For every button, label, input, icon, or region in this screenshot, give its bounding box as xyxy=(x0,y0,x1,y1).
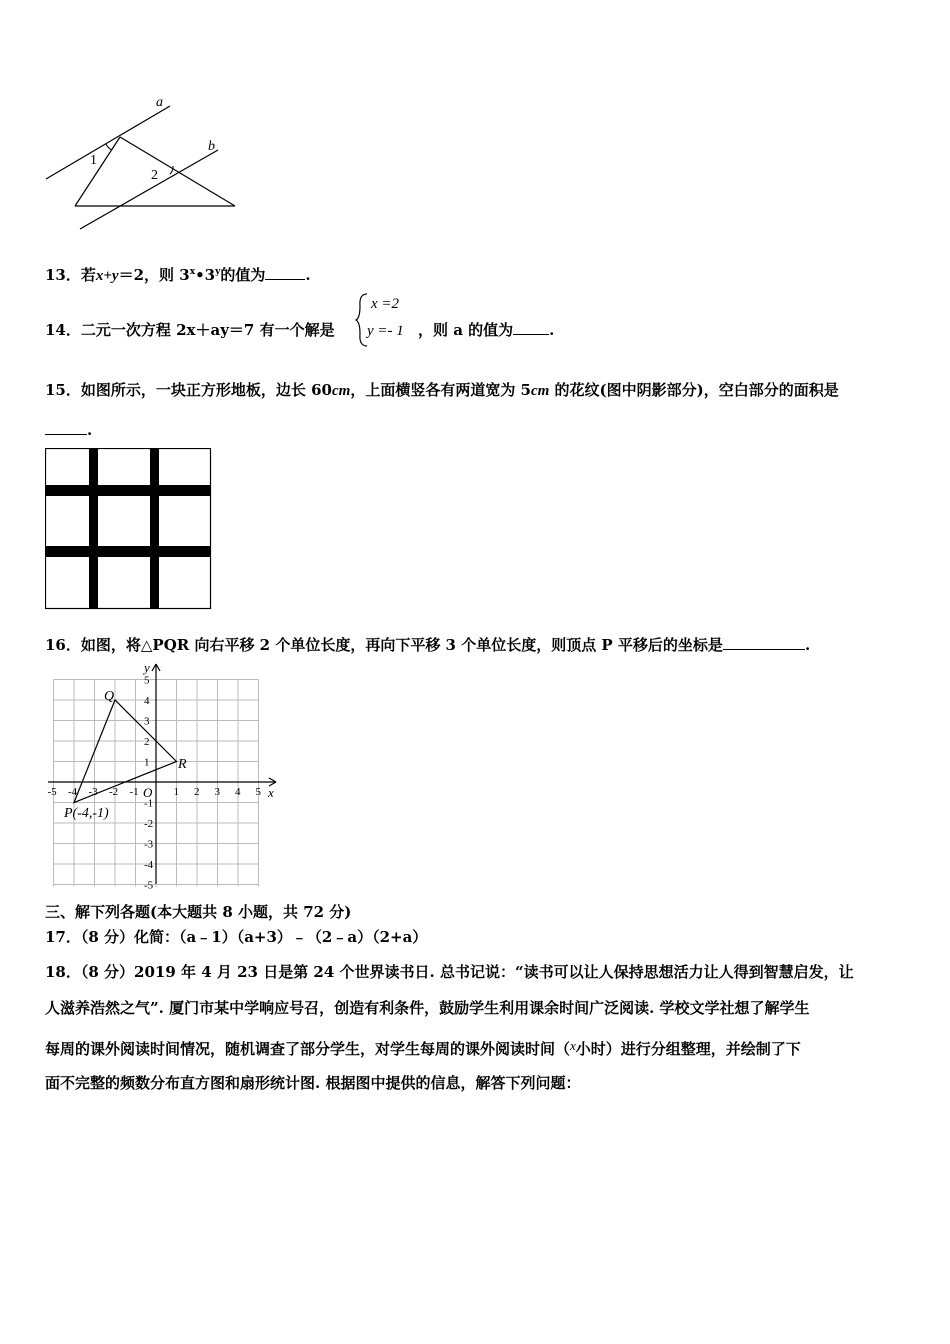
y-tick-label: 4 xyxy=(144,695,150,707)
y-tick-label: -4 xyxy=(144,859,154,871)
q16-answer-blank[interactable] xyxy=(723,635,805,650)
y-tick-label: -3 xyxy=(144,838,154,851)
q18-x-var: x xyxy=(570,1038,576,1053)
q15-text-c: 的花纹(图中阴影部分)，空白部分的面积是 xyxy=(549,381,839,399)
x-tick-label: -1 xyxy=(129,786,139,798)
q13-dot: •3 xyxy=(195,266,216,284)
x-tick-label: 4 xyxy=(235,786,241,798)
x-tick-label: -2 xyxy=(109,786,119,798)
question-14-suffix xyxy=(418,320,554,340)
q13-eq: ＝2，则 3 xyxy=(118,266,190,284)
q13-number: 13．若 xyxy=(45,266,96,284)
q13-sup-y: y xyxy=(215,267,221,277)
question-18-line3 xyxy=(45,1036,801,1059)
label-a: a xyxy=(156,95,163,110)
x-tick-label: 3 xyxy=(214,786,220,798)
q14-sys-line2: y =- 1 xyxy=(367,323,404,339)
x-tick-label: -4 xyxy=(68,786,78,798)
parallel-lines-figure xyxy=(40,92,250,232)
section-3-heading: 三、解下列各题(本大题共 8 小题，共 72 分) xyxy=(45,903,352,921)
stripe-vertical-2 xyxy=(150,448,159,609)
q18-line3-b: 小时）进行分组整理，并绘制了下 xyxy=(575,1040,801,1058)
q15-text-a: 15．如图所示，一块正方形地板，边长 60 xyxy=(45,381,332,399)
q14-sys-line1: x =2 xyxy=(371,296,400,312)
label-b: b xyxy=(208,139,215,154)
q13-answer-blank[interactable] xyxy=(265,265,305,280)
q14-answer-blank[interactable] xyxy=(513,320,549,335)
y-axis-label: y xyxy=(144,660,150,675)
angle-1-arc xyxy=(106,144,112,150)
stripe-vertical-1 xyxy=(89,448,98,609)
y-tick-label: 5 xyxy=(144,674,150,687)
question-16 xyxy=(45,635,810,655)
line-b xyxy=(80,150,218,229)
y-tick-label: -2 xyxy=(144,818,154,830)
y-tick-label: 2 xyxy=(144,736,150,748)
question-18-line4: 面不完整的频数分布直方图和扇形统计图. 根据图中提供的信息，解答下列问题： xyxy=(45,1074,581,1092)
q13-sup-x: x xyxy=(189,267,196,277)
q15-unit1: cm xyxy=(331,383,351,399)
vertex-Q-label: Q xyxy=(104,689,115,704)
x-axis-label: x xyxy=(268,785,274,800)
q13-expr: x+y xyxy=(95,268,119,284)
q14-suffix: ，则 a 的值为 xyxy=(418,321,514,339)
angle-1-label: 1 xyxy=(90,153,97,168)
q15-text-b: ，上面横竖各有两道宽为 5 xyxy=(350,381,531,399)
y-tick-label: 3 xyxy=(144,715,150,728)
y-tick-label: -1 xyxy=(144,797,154,810)
y-tick-label: 1 xyxy=(144,756,150,769)
vertex-R-label: R xyxy=(178,757,187,772)
question-13 xyxy=(45,262,311,286)
vertex-P-label: P(-4,-1) xyxy=(64,806,109,821)
coordinate-grid-figure xyxy=(40,660,285,890)
stripe-horizontal-1 xyxy=(45,485,211,496)
angle-2-label: 2 xyxy=(151,168,158,183)
q14-prefix: 14．二元一次方程 2x＋ay＝7 有一个解是 xyxy=(45,321,335,339)
question-18-line1: 18．（8 分）2019 年 4 月 23 日是第 24 个世界读书日. 总书记说：“读书可以让人保持思想活力让人得到智慧启发，让 xyxy=(45,963,854,981)
q14-end: . xyxy=(549,321,555,339)
question-18-line2: 人滋养浩然之气”. 厦门市某中学响应号召，创造有利条件，鼓励学生利用课余时间广泛阅读. 学校文学社想了解学生 xyxy=(45,999,810,1017)
q18-line3-a: 每周的课外阅读时间情况，随机调查了部分学生，对学生每周的课外阅读时间（ xyxy=(45,1040,571,1058)
question-17: 17．（8 分）化简：（a﹣1）（a+3）﹣（2﹣a）（2+a） xyxy=(45,928,428,946)
q15-end: . xyxy=(87,421,93,439)
q16-text: 16．如图，将△PQR 向右平移 2 个单位长度，再向下平移 3 个单位长度，则顶点 P 平移后的坐标是 xyxy=(45,636,723,654)
square-floor-figure xyxy=(45,448,212,610)
q15-unit2: cm xyxy=(530,383,550,399)
origin-label: O xyxy=(143,785,153,800)
q15-answer-blank[interactable] xyxy=(45,420,87,435)
x-tick-label: 1 xyxy=(173,786,179,798)
q13-end: . xyxy=(305,266,311,284)
question-15-blank-line xyxy=(45,420,92,440)
triangle-side-left xyxy=(75,137,120,206)
x-tick-label: -5 xyxy=(47,786,57,798)
q14-equation-system xyxy=(355,292,425,348)
y-tick-label: -5 xyxy=(144,879,154,890)
q13-tail: 的值为 xyxy=(220,266,266,284)
x-tick-label: -3 xyxy=(88,786,98,798)
question-15 xyxy=(45,380,839,401)
x-tick-label: 2 xyxy=(194,786,200,798)
question-14 xyxy=(45,320,335,340)
stripe-horizontal-2 xyxy=(45,546,211,557)
q16-end: . xyxy=(804,636,811,654)
floor-outline xyxy=(46,449,211,609)
x-tick-label: 5 xyxy=(255,786,261,798)
